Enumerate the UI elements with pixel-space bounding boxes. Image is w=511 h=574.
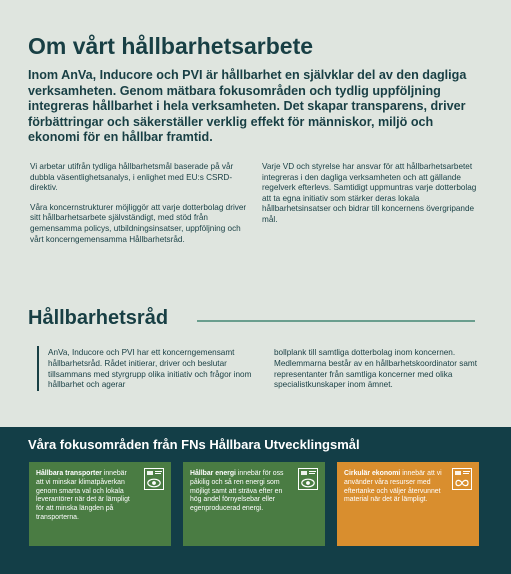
heading-divider (197, 320, 475, 322)
focus-card-transport (29, 462, 171, 546)
card-body: innebär att vi minskar klimatpåverkan genom smarta val och lokala leverantörer när det är lämpligt för att minska längden på transporterna. (36, 470, 130, 521)
right-paragraph-1: Varje VD och styrelse har ansvar för att hållbarhetsarbetet integreras i den dagliga verksamheten och att gällande regelverk efterlevs. Samtidigt uppmuntras varje dotterbolag att ta egna initiativ som stärker deras lokala hållbarhetsinsatser och bidrar till koncernens övergripande mål. (262, 162, 477, 224)
card-heading: Hållbar energi (190, 470, 236, 477)
card-text (190, 470, 288, 514)
page-title: Om vårt hållbarhetsarbete (28, 33, 314, 59)
eye-icon (298, 468, 318, 490)
focus-card-circular (337, 462, 479, 546)
focus-card-energy (183, 462, 325, 546)
card-body: innebär att vi använder våra resurser med eftertanke och väljer återvunnet material när det är lämpligt. (344, 470, 442, 504)
card-body: innebär för oss påkilig och så ren energi som möjligt samt att sträva efter en hög andel förnyelsebar eller egenproducerad energi. (190, 470, 284, 513)
card-heading: Cirkulär ekonomi (344, 470, 401, 477)
focus-heading: Våra fokusområden från FNs Hållbara Utvecklingsmål (28, 437, 360, 452)
right-column (262, 162, 480, 235)
infinity-icon (452, 468, 472, 490)
quote-bar (37, 346, 39, 391)
council-heading: Hållbarhetsråd (28, 307, 169, 329)
lead-paragraph: Inom AnVa, Inducore och PVI är hållbarhet en självklar del av den dagliga verksamheten. Genom mätbara fokusområden och tydlig uppföljning integreras hållbarhet i hela verksamheten. Det skapar transparens, driver förbättringar och säkerställer verklig effekt för människor, miljö och ekonomi för en hållbar framtid. (28, 68, 467, 145)
left-column (30, 162, 250, 254)
card-text (36, 470, 134, 523)
left-paragraph-2: Våra koncernstrukturer möjliggör att varje dotterbolag driver sitt hållbarhetsarbete självständigt, med stöd från gemensamma policys, utbildningsinsatser, uppföljning och vårt koncerngemensamma Hållbarhetsråd. (30, 202, 247, 244)
council-text-right: bollplank till samtliga dotterbolag inom koncernen. Medlemmarna består av en hållbarhetskoordinator samt representanter från samtliga koncerner med olika specialistkunskaper inom ämnet. (274, 348, 477, 390)
eye-icon (144, 468, 164, 490)
card-text (344, 470, 442, 505)
card-heading: Hållbara transporter (36, 470, 102, 477)
left-paragraph-1: Vi arbetar utifrån tydliga hållbarhetsmål baserade på vår dubbla väsentlighetsanalys, i enlighet med EU:s CSRD-direktiv. (30, 162, 234, 193)
council-text-left: AnVa, Inducore och PVI har ett koncerngemensamt hållbarhetsråd. Rådet initierar, driver och beslutar tillsammans med styrgrupp olika initiativ och frågor inom hållbarhet och agerar (48, 348, 252, 390)
